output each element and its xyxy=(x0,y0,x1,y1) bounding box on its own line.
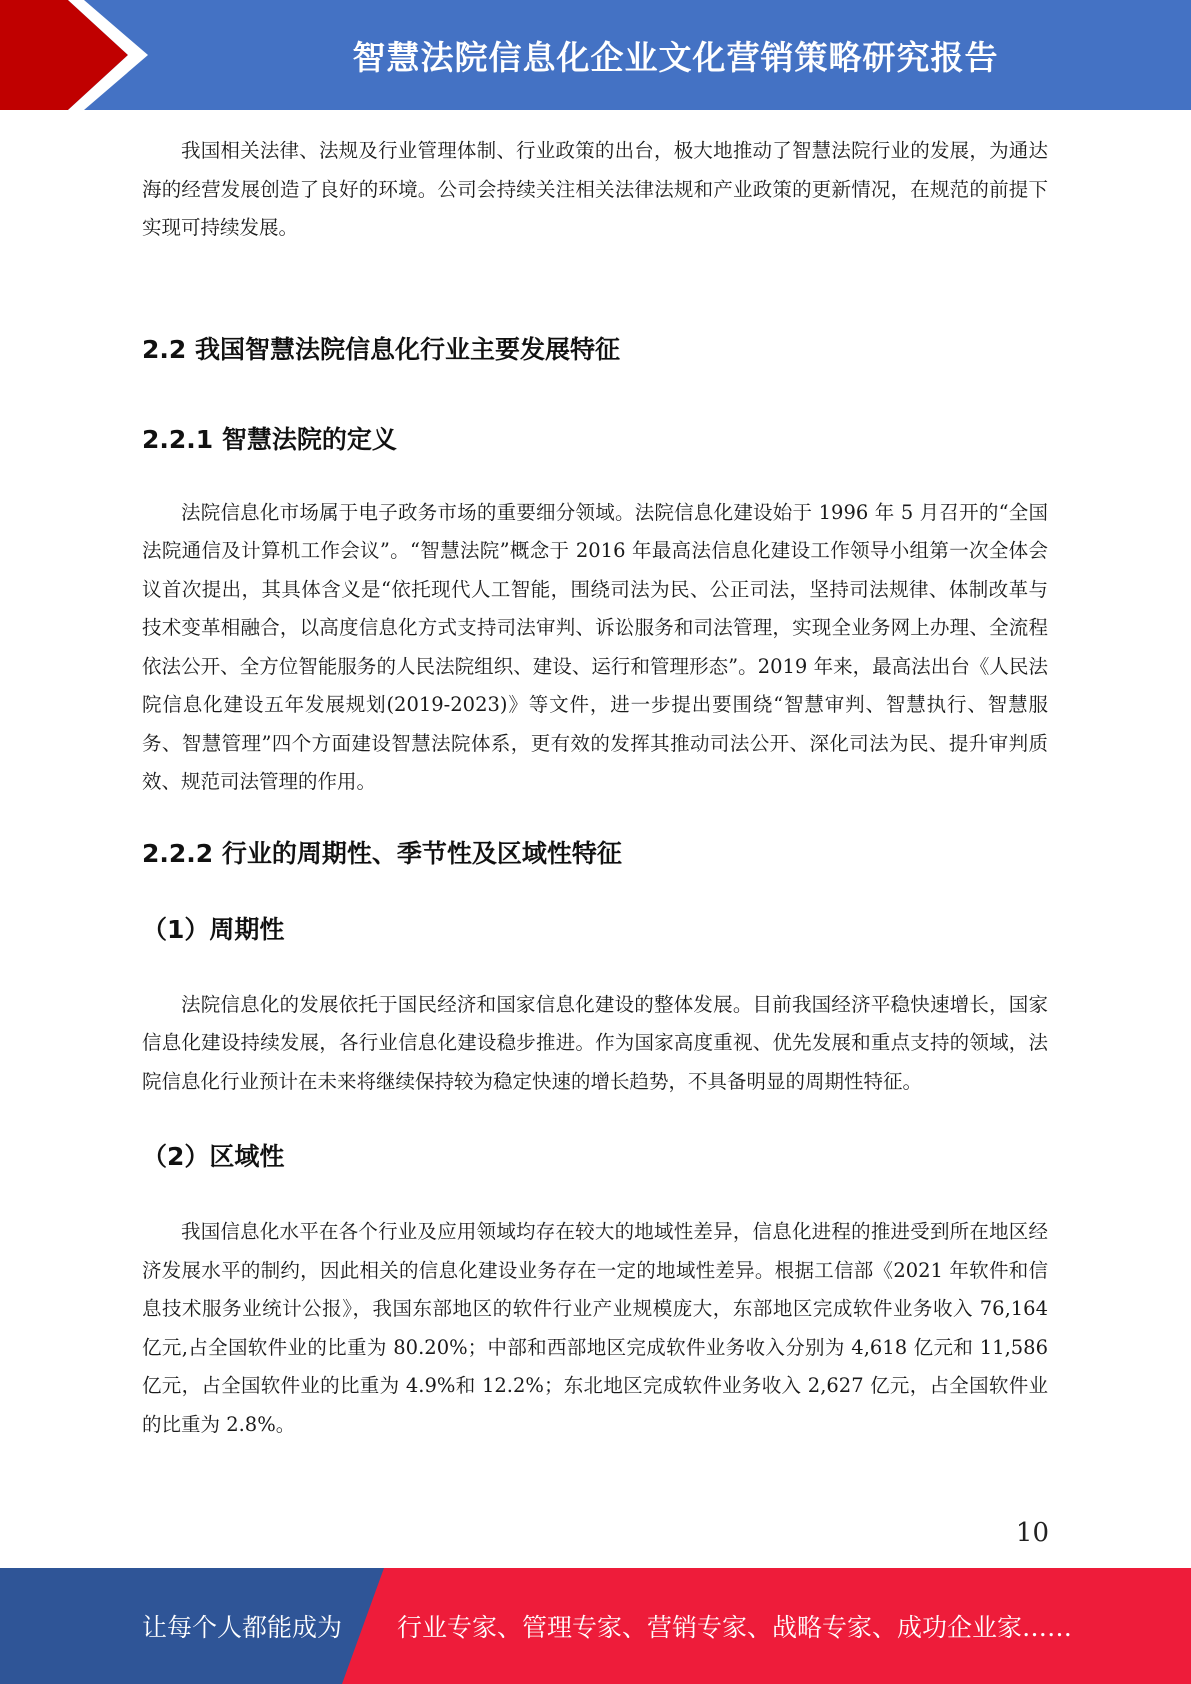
regional-paragraph: 我国信息化水平在各个行业及应用领域均存在较大的地域性差异，信息化进程的推进受到所在地区经济发展水平的制约，因此相关的信息化建设业务存在一定的地域性差异。根据工信部《2021 年软件和信息技术服务业统计公报》，我国东部地区的软件行业产业规模庞大，东部地区完成软件业务收入 76,164 亿元,占全国软件业的比重为 80.20%；中部和西部地区完成软件业务收入分别为 4,618 亿元和 11,586 亿元，占全国软件业的比重为 4.9%和 12.2%；东北地区完成软件业务收入 2,627 亿元，占全国软件业的比重为 2.8%。 xyxy=(142,1220,1048,1436)
footer-slogan-right: 行业专家、管理专家、营销专家、战略专家、成功企业家…… xyxy=(397,1613,1073,1642)
intro-paragraph: 我国相关法律、法规及行业管理体制、行业政策的出台，极大地推动了智慧法院行业的发展，为通达海的经营发展创造了良好的环境。公司会持续关注相关法律法规和产业政策的更新情况，在规范的前提下实现可持续发展。 xyxy=(142,139,1048,239)
page-number: 10 xyxy=(1015,1518,1049,1548)
footer-banner xyxy=(0,1568,1191,1684)
header-banner xyxy=(0,0,1191,110)
section-heading-2-2: 2.2 我国智慧法院信息化行业主要发展特征 xyxy=(142,334,620,364)
definition-paragraph: 法院信息化市场属于电子政务市场的重要细分领域。法院信息化建设始于 1996 年 5 月召开的“全国法院通信及计算机工作会议”。“智慧法院”概念于 2016 年最高法信息化建设工作领导小组第一次全体会议首次提出，其具体含义是“依托现代人工智能，围绕司法为民、公正司法，坚持司法规律、体制改革与技术变革相融合，以高度信息化方式支持司法审判、诉讼服务和司法管理，实现全业务网上办理、全流程依法公开、全方位智能服务的人民法院组织、建设、运行和管理形态”。2019 年来，最高法出台《人民法院信息化建设五年发展规划(2019-2023)》等文件，进一步提出要围绕“智慧审判、智慧执行、智慧服务、智慧管理”四个方面建设智慧法院体系，更有效的发挥其推动司法公开、深化司法为民、提升审判质效、规范司法管理的作用。 xyxy=(142,500,1048,793)
section-heading-2-2-1: 2.2.1 智慧法院的定义 xyxy=(142,424,397,454)
subheading-cyclical: （1）周期性 xyxy=(142,914,285,944)
main-content xyxy=(142,132,1048,1444)
section-heading-2-2-2: 2.2.2 行业的周期性、季节性及区域性特征 xyxy=(142,838,622,868)
subheading-regional: （2）区域性 xyxy=(142,1142,285,1171)
cyclical-paragraph: 法院信息化的发展依托于国民经济和国家信息化建设的整体发展。目前我国经济平稳快速增长，国家信息化建设持续发展，各行业信息化建设稳步推进。作为国家高度重视、优先发展和重点支持的领域，法院信息化行业预计在未来将继续保持较为稳定快速的增长趋势，不具备明显的周期性特征。 xyxy=(142,992,1048,1093)
report-title: 智慧法院信息化企业文化营销策略研究报告 xyxy=(352,37,999,77)
footer-slogan-left: 让每个人都能成为 xyxy=(142,1613,343,1642)
